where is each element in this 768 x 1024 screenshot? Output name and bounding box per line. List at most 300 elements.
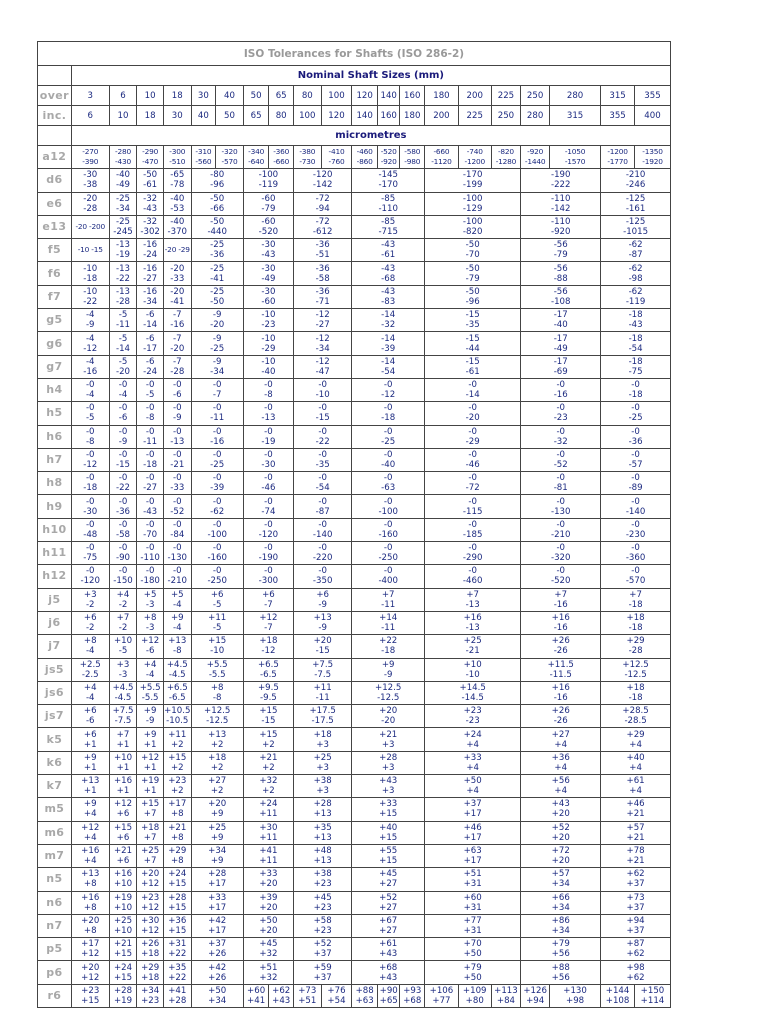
size-inc-cell: 120	[321, 106, 352, 126]
upper-deviation: +62	[272, 985, 291, 996]
tolerance-cell	[521, 472, 601, 495]
upper-deviation: +34	[141, 985, 160, 996]
upper-deviation: -0	[85, 380, 95, 391]
lower-deviation: -23	[553, 413, 568, 424]
lower-deviation: +2	[170, 786, 184, 797]
size-over-cell: 10	[137, 86, 164, 106]
tolerance-cell	[71, 611, 109, 634]
tolerance-cell	[109, 751, 137, 774]
lower-deviation: +77	[432, 995, 451, 1006]
lower-deviation: -160	[207, 553, 227, 564]
upper-deviation: -0	[556, 380, 566, 391]
tolerance-cell	[191, 146, 216, 169]
lower-deviation: -14	[115, 343, 131, 354]
tolerance-cell	[191, 192, 243, 215]
upper-deviation: +90	[379, 985, 398, 996]
lower-deviation: +27	[379, 879, 398, 890]
lower-deviation: -160	[378, 529, 398, 540]
tolerance-class-label: n7	[38, 914, 72, 937]
tolerance-cell	[521, 681, 601, 704]
tolerance-cell	[425, 844, 521, 867]
upper-deviation: -0	[383, 519, 393, 530]
upper-deviation: +15	[168, 752, 187, 763]
upper-deviation: -100	[462, 193, 483, 204]
lower-deviation: +37	[626, 925, 645, 936]
size-inc-cell: 200	[425, 106, 459, 126]
lower-deviation: +2	[262, 739, 275, 750]
upper-deviation: -0	[318, 566, 327, 577]
tolerance-class-label: r6	[38, 984, 72, 1007]
lower-deviation: -510	[169, 157, 186, 167]
lower-deviation: +26	[208, 949, 227, 960]
tolerance-class-label: h12	[38, 565, 72, 588]
upper-deviation: -50	[465, 240, 480, 251]
upper-deviation: -0	[556, 496, 566, 507]
upper-deviation: -580	[404, 147, 421, 157]
upper-deviation: -460	[356, 147, 373, 157]
upper-deviation: -15	[465, 333, 480, 344]
lower-deviation: -2	[85, 623, 95, 634]
lower-deviation: +15	[168, 879, 187, 890]
lower-deviation: +7	[143, 832, 157, 843]
tolerance-cell	[137, 215, 164, 238]
tolerance-cell	[293, 542, 351, 565]
lower-deviation: +6	[116, 832, 130, 843]
tolerance-cell	[425, 285, 521, 308]
tolerance-cell	[491, 984, 521, 1007]
upper-deviation: -0	[383, 426, 393, 437]
tolerance-cell	[601, 309, 671, 332]
tolerance-cell	[243, 472, 293, 495]
upper-deviation: -0	[318, 473, 327, 484]
lower-deviation: -142	[550, 203, 571, 214]
lower-deviation: -21	[465, 646, 480, 657]
lower-deviation: -120	[258, 529, 279, 540]
lower-deviation: +11	[259, 856, 278, 867]
tolerance-cell	[163, 868, 191, 891]
upper-deviation: -290	[142, 147, 159, 157]
upper-deviation: -0	[468, 403, 477, 414]
tolerance-class-label: d6	[38, 169, 72, 192]
upper-deviation: +9	[170, 613, 184, 624]
tolerance-row	[38, 192, 671, 215]
upper-deviation: +16	[463, 613, 482, 624]
upper-deviation: +28	[208, 869, 227, 880]
upper-deviation: +7.5	[112, 706, 134, 717]
lower-deviation: -8	[172, 646, 182, 657]
size-inc-cell: 30	[163, 106, 191, 126]
tolerance-cell	[521, 285, 601, 308]
upper-deviation: +51	[463, 869, 482, 880]
tolerance-cell	[293, 239, 351, 262]
tolerance-row	[38, 402, 671, 425]
lower-deviation: -11	[315, 692, 330, 703]
upper-deviation: +23	[81, 985, 100, 996]
lower-deviation: +1	[116, 739, 130, 750]
size-over-cell: 200	[458, 86, 491, 106]
lower-deviation: +34	[551, 879, 570, 890]
lower-deviation: -12	[83, 460, 98, 470]
upper-deviation: +43	[379, 776, 398, 787]
upper-deviation: -43	[381, 286, 396, 297]
tolerance-cell	[137, 472, 164, 495]
lower-deviation: -34	[143, 296, 158, 307]
tolerance-class-label: a12	[38, 146, 72, 169]
tolerance-cell	[243, 332, 293, 355]
tolerance-row	[38, 285, 671, 308]
upper-deviation: -0	[145, 543, 155, 554]
size-over-cell: 160	[400, 86, 425, 106]
tolerance-cell	[425, 821, 521, 844]
size-inc-cell: 315	[549, 106, 600, 126]
lower-deviation: -1120	[431, 157, 452, 167]
lower-deviation: -2.5	[81, 669, 99, 680]
tolerance-cell	[71, 239, 109, 262]
tolerance-cell	[163, 938, 191, 961]
lower-deviation: -730	[299, 157, 316, 167]
lower-deviation: -32	[553, 436, 568, 447]
tolerance-cell	[521, 611, 601, 634]
tolerance-cell	[71, 588, 109, 611]
lower-deviation: -440	[207, 227, 227, 238]
upper-deviation: -4	[85, 310, 95, 321]
size-inc-cell: 160	[377, 106, 400, 126]
upper-deviation: +30	[259, 822, 278, 833]
lower-deviation: -920	[380, 157, 397, 167]
lower-deviation: -820	[462, 227, 483, 238]
lower-deviation: +1	[83, 739, 97, 750]
upper-deviation: +6.5	[166, 682, 188, 693]
tolerance-row	[38, 705, 671, 728]
lower-deviation: +20	[551, 832, 570, 843]
lower-deviation: -108	[550, 296, 571, 307]
tolerance-cell	[243, 355, 293, 378]
lower-deviation: +4	[629, 786, 642, 797]
lower-deviation: +17	[463, 832, 482, 843]
upper-deviation: -0	[264, 496, 273, 507]
lower-deviation: -79	[465, 273, 480, 284]
upper-deviation: -0	[383, 403, 393, 414]
lower-deviation: -140	[312, 529, 333, 540]
size-over-cell: 120	[352, 86, 378, 106]
upper-deviation: +46	[626, 799, 645, 810]
tolerance-cell	[71, 448, 109, 471]
upper-deviation: -30	[261, 240, 276, 251]
tolerance-cell	[71, 472, 109, 495]
size-inc-cell: 40	[191, 106, 216, 126]
tolerance-cell	[634, 146, 670, 169]
tolerance-cell	[521, 309, 601, 332]
lower-deviation: +4	[629, 739, 642, 750]
tolerance-cell	[352, 355, 425, 378]
tolerance-cell	[109, 728, 137, 751]
lower-deviation: -246	[625, 180, 646, 191]
tolerance-cell	[293, 285, 351, 308]
tolerance-cell	[137, 611, 164, 634]
lower-deviation: -29	[261, 343, 276, 354]
lower-deviation: -46	[465, 460, 480, 470]
tolerance-cell	[601, 192, 671, 215]
upper-deviation: -17	[553, 310, 568, 321]
tolerance-cell	[293, 635, 351, 658]
tolerance-cell	[425, 705, 521, 728]
lower-deviation: -1015	[623, 227, 649, 238]
lower-deviation: -17	[143, 343, 158, 354]
upper-deviation: -0	[631, 380, 640, 391]
tolerance-cell	[243, 844, 293, 867]
tolerance-cell	[137, 588, 164, 611]
upper-deviation: +33	[379, 799, 398, 810]
upper-deviation: -0	[264, 450, 273, 460]
upper-deviation: -40	[115, 170, 131, 181]
tolerance-cell	[71, 518, 109, 541]
tolerance-cell	[243, 588, 293, 611]
tolerance-cell	[109, 542, 137, 565]
lower-deviation: +15	[113, 949, 133, 960]
upper-deviation: +68	[379, 962, 398, 973]
upper-deviation: -0	[264, 473, 273, 484]
upper-deviation: +25	[141, 846, 160, 857]
upper-deviation: +11.5	[547, 659, 574, 670]
upper-deviation: +4	[116, 589, 130, 600]
lower-deviation: +54	[327, 995, 346, 1006]
upper-deviation: -32	[143, 217, 158, 228]
tolerance-cell	[109, 891, 137, 914]
tolerance-cell	[352, 728, 425, 751]
tolerance-cell	[321, 984, 352, 1007]
tolerance-cell	[521, 146, 550, 169]
lower-deviation: -12	[381, 390, 396, 401]
upper-deviation: -4	[85, 356, 95, 367]
upper-deviation: -0	[85, 519, 95, 530]
upper-deviation: -0	[172, 450, 182, 460]
upper-deviation: -0	[172, 519, 182, 530]
upper-deviation: +12	[113, 799, 133, 810]
lower-deviation: -4	[85, 692, 95, 703]
upper-deviation: -12	[315, 310, 330, 321]
upper-deviation: +7	[116, 613, 130, 624]
lower-deviation: +22	[168, 972, 187, 983]
upper-deviation: -0	[468, 519, 477, 530]
lower-deviation: -400	[378, 576, 398, 587]
upper-deviation: +27	[208, 776, 227, 787]
tolerance-cell	[163, 542, 191, 565]
tolerance-cell	[191, 775, 243, 798]
lower-deviation: -9	[145, 716, 155, 727]
upper-deviation: +21	[259, 752, 278, 763]
lower-deviation: -78	[170, 180, 185, 191]
lower-deviation: -6	[145, 646, 155, 657]
lower-deviation: +6	[116, 809, 130, 820]
lower-deviation: -29	[465, 436, 480, 447]
tolerance-cell	[109, 775, 137, 798]
lower-deviation: -390	[82, 157, 99, 167]
tolerance-class-label: p6	[38, 961, 72, 984]
upper-deviation: +14	[379, 613, 398, 624]
tolerance-cell	[137, 681, 164, 704]
upper-deviation: +29	[168, 846, 187, 857]
lower-deviation: -36	[628, 436, 643, 447]
upper-deviation: -1050	[564, 147, 586, 157]
upper-deviation: -15	[465, 310, 480, 321]
lower-deviation: +13	[313, 809, 332, 820]
size-inc-cell: 225	[458, 106, 491, 126]
lower-deviation: +23	[313, 879, 332, 890]
upper-deviation: -30	[261, 263, 276, 274]
upper-deviation: +28	[313, 799, 332, 810]
tolerance-cell	[293, 448, 351, 471]
tolerance-cell	[191, 262, 243, 285]
tolerance-cell	[293, 332, 351, 355]
lower-deviation: -15	[115, 460, 131, 470]
tolerance-cell	[521, 938, 601, 961]
tolerance-cell	[601, 332, 671, 355]
upper-deviation: -0	[631, 543, 640, 554]
upper-deviation: +16	[113, 869, 133, 880]
upper-deviation: +73	[298, 985, 317, 996]
tolerance-cell	[425, 565, 521, 588]
upper-deviation: +24	[259, 799, 278, 810]
upper-deviation: -62	[628, 240, 643, 251]
lower-deviation: +11	[259, 832, 278, 843]
lower-deviation: -4.5	[168, 669, 186, 680]
upper-deviation: +29	[141, 962, 160, 973]
upper-deviation: +15	[259, 729, 278, 740]
lower-deviation: -43	[143, 203, 158, 214]
lower-deviation: +15	[113, 972, 133, 983]
upper-deviation: +60	[247, 985, 266, 996]
tolerance-cell	[425, 798, 521, 821]
upper-deviation: +5	[143, 589, 157, 600]
lower-deviation: -57	[628, 460, 643, 470]
tolerance-cell	[163, 518, 191, 541]
upper-deviation: -125	[625, 217, 646, 228]
tolerance-cell	[191, 705, 243, 728]
lower-deviation: -12	[261, 646, 276, 657]
upper-deviation: +7	[554, 589, 568, 600]
lower-deviation: -27	[315, 320, 330, 331]
tolerance-cell	[137, 518, 164, 541]
lower-deviation: +43	[272, 995, 291, 1006]
tolerance-cell	[601, 542, 671, 565]
lower-deviation: -40	[553, 320, 568, 331]
tolerance-cell	[243, 984, 269, 1007]
tolerance-cell	[163, 402, 191, 425]
tolerance-row	[38, 425, 671, 448]
tolerance-row	[38, 588, 671, 611]
upper-deviation: +12.5	[375, 682, 402, 693]
size-over-cell: 315	[601, 86, 635, 106]
lower-deviation: +62	[626, 972, 645, 983]
upper-deviation: +45	[379, 869, 398, 880]
tolerance-cell	[243, 891, 293, 914]
upper-deviation: +18	[208, 752, 227, 763]
upper-deviation: +5.5	[139, 682, 161, 693]
size-inc-cell: 6	[71, 106, 109, 126]
upper-deviation: -25	[115, 193, 131, 204]
tolerance-cell	[71, 332, 109, 355]
lower-deviation: -34	[115, 203, 131, 214]
tolerance-cell	[191, 495, 243, 518]
lower-deviation: -7.5	[114, 716, 132, 727]
tolerance-cell	[191, 542, 243, 565]
tolerance-cell	[293, 681, 351, 704]
upper-deviation: -0	[264, 566, 273, 577]
lower-deviation: +4	[629, 762, 642, 773]
tolerance-cell	[109, 658, 137, 681]
tolerance-cell	[634, 984, 670, 1007]
upper-deviation: -72	[315, 217, 330, 228]
upper-deviation: +78	[626, 846, 645, 857]
upper-deviation: -0	[118, 426, 128, 437]
lower-deviation: -5	[85, 413, 95, 424]
lower-deviation: -44	[465, 343, 480, 354]
lower-deviation: +12	[141, 879, 160, 890]
upper-deviation: +19	[141, 776, 160, 787]
upper-deviation: +24	[463, 729, 482, 740]
tolerance-cell	[243, 938, 293, 961]
upper-deviation: -0	[468, 566, 477, 577]
upper-deviation: -6	[145, 333, 155, 344]
tolerance-cell	[352, 472, 425, 495]
tolerance-cell	[243, 914, 293, 937]
upper-deviation: -0	[172, 496, 182, 507]
lower-deviation: +17	[208, 879, 227, 890]
lower-deviation: -23	[261, 320, 276, 331]
upper-deviation: -410	[328, 147, 345, 157]
tolerance-cell	[549, 146, 600, 169]
upper-deviation: -0	[631, 426, 640, 437]
lower-deviation: -63	[381, 483, 396, 494]
tolerance-cell	[293, 658, 351, 681]
tolerance-cell	[191, 355, 243, 378]
tolerance-cell	[269, 984, 294, 1007]
lower-deviation: +31	[463, 925, 482, 936]
upper-deviation: -0	[118, 543, 128, 554]
tolerance-class-label: h6	[38, 425, 72, 448]
lower-deviation: +17	[463, 856, 482, 867]
upper-deviation: -20 -200	[75, 222, 106, 232]
tolerance-cell	[243, 402, 293, 425]
lower-deviation: -49	[261, 273, 276, 284]
tolerance-cell	[293, 309, 351, 332]
tolerance-cell	[71, 285, 109, 308]
upper-deviation: +144	[605, 985, 630, 996]
upper-deviation: -25	[210, 286, 225, 297]
upper-deviation: -0	[556, 519, 566, 530]
tolerance-row	[38, 146, 671, 169]
upper-deviation: +26	[551, 636, 570, 647]
upper-deviation: -0	[85, 566, 95, 577]
lower-deviation: +37	[626, 879, 645, 890]
upper-deviation: -0	[556, 473, 566, 484]
lower-deviation: -185	[462, 529, 483, 540]
lower-deviation: +4	[466, 762, 479, 773]
lower-deviation: -34	[210, 366, 225, 377]
upper-deviation: +17.5	[309, 706, 336, 717]
lower-deviation: -5	[118, 646, 128, 657]
tolerance-cell	[109, 146, 137, 169]
tolerance-class-label: m5	[38, 798, 72, 821]
upper-deviation: -740	[466, 147, 483, 157]
tolerance-cell	[137, 798, 164, 821]
lower-deviation: -8	[264, 390, 273, 401]
upper-deviation: -25	[210, 240, 225, 251]
upper-deviation: +38	[313, 869, 332, 880]
tolerance-cell	[293, 378, 351, 401]
upper-deviation: -0	[383, 566, 393, 577]
lower-deviation: +15	[168, 902, 187, 913]
